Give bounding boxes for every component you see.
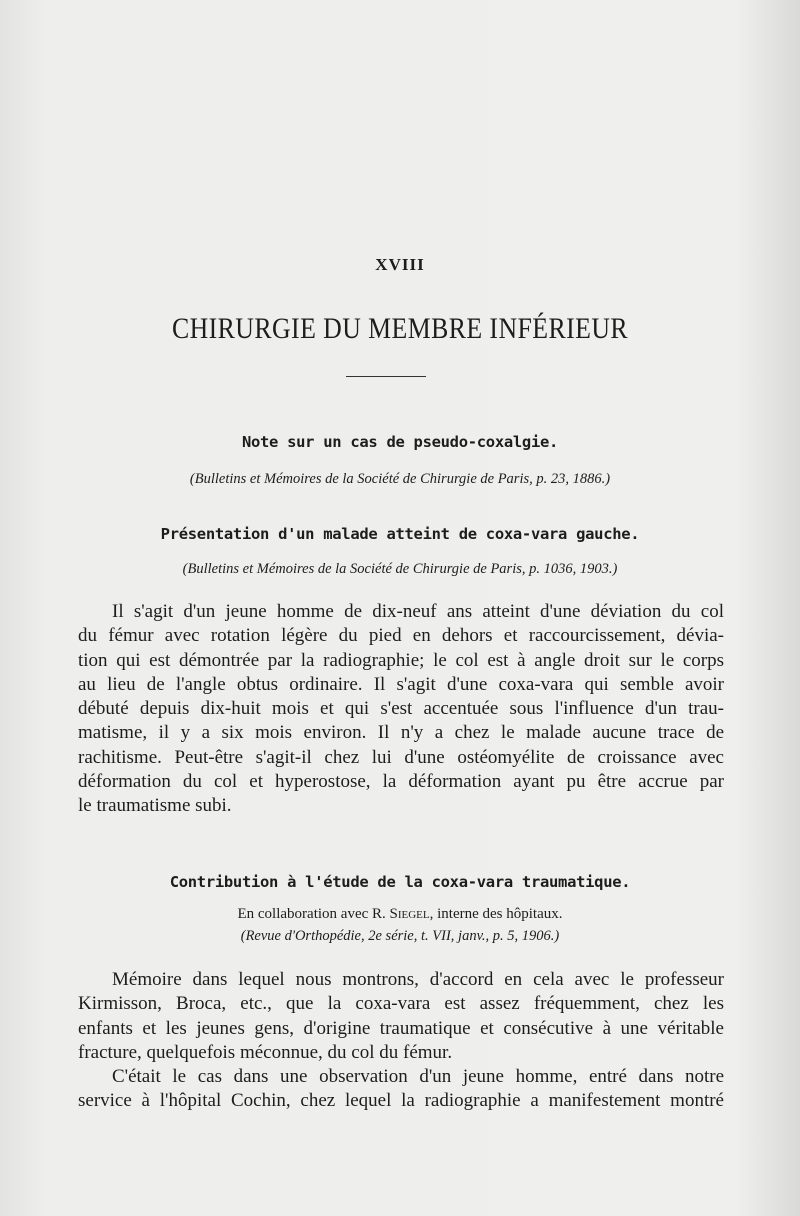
body-line: matisme, il y a six mois environ. Il n'y a chez le malade aucune trace de: [78, 722, 724, 744]
entry-2-citation-text: (Bulletins et Mémoires de la Société de Chirurgie de Paris, p. 1036, 1903.): [182, 561, 618, 577]
body-line: Mémoire dans lequel nous montrons, d'accord en cela avec le professeur: [112, 969, 724, 990]
collab-name: Siegel: [389, 906, 430, 922]
body-line: le traumatisme subi.: [78, 795, 232, 817]
body-line: Il s'agit d'un jeune homme de dix-neuf ans atteint d'une déviation du col: [112, 601, 724, 622]
section-number: XVIII: [375, 255, 425, 274]
title-divider: [346, 376, 426, 377]
body-line: tion qui est démontrée par la radiographie; le col est à angle droit sur le corps: [78, 649, 724, 671]
entry-1-citation-text: (Bulletins et Mémoires de la Société de Chirurgie de Paris, p. 23, 1886.): [189, 471, 611, 487]
entry-3-citation: [0, 928, 800, 945]
collab-prefix: En collaboration avec R.: [237, 906, 386, 922]
entry-3-heading: Contribution à l'étude de la coxa-vara traumatique.: [169, 873, 631, 891]
entry-2-citation: [0, 561, 800, 578]
body-line: service à l'hôpital Cochin, chez lequel la radiographie a manifestement montré: [78, 1090, 724, 1112]
entry-3-body: [78, 968, 724, 1114]
entry-2-heading: Présentation d'un malade atteint de coxa-vara gauche.: [160, 525, 640, 543]
chapter-title: CHIRURGIE DU MEMBRE INFÉRIEUR: [171, 312, 629, 345]
body-line: débuté depuis dix-huit mois et qui s'est accentuée sous l'influence d'un trau-: [78, 698, 724, 720]
body-line: Kirmisson, Broca, etc., que la coxa-vara est assez fréquemment, chez les: [78, 993, 724, 1015]
body-line: fracture, quelquefois méconnue, du col du fémur.: [78, 1041, 453, 1063]
body-line: C'était le cas dans une observation d'un jeune homme, entré dans notre: [112, 1066, 724, 1088]
body-line: rachitisme. Peut-être s'agit-il chez lui d'une ostéomyélite de croissance avec: [78, 746, 724, 768]
entry-3-collaboration: [0, 906, 800, 923]
body-line: au lieu de l'angle obtus ordinaire. Il s'agit d'une coxa-vara qui semble avoir: [78, 673, 724, 695]
entry-1-citation: [0, 471, 800, 488]
entry-2-body: [78, 600, 724, 819]
body-line: déformation du col et hyperostose, la déformation ayant pu être accrue par: [78, 771, 724, 793]
collab-suffix: , interne des hôpitaux.: [429, 906, 563, 922]
body-line: du fémur avec rotation légère du pied en dehors et raccourcissement, dévia-: [78, 625, 724, 647]
entry-1-heading: Note sur un cas de pseudo-coxalgie.: [241, 433, 559, 451]
entry-3-citation-text: (Revue d'Orthopédie, 2e série, t. VII, janv., p. 5, 1906.): [240, 928, 560, 944]
body-line: enfants et les jeunes gens, d'origine traumatique et consécutive à une véritable: [78, 1017, 724, 1039]
